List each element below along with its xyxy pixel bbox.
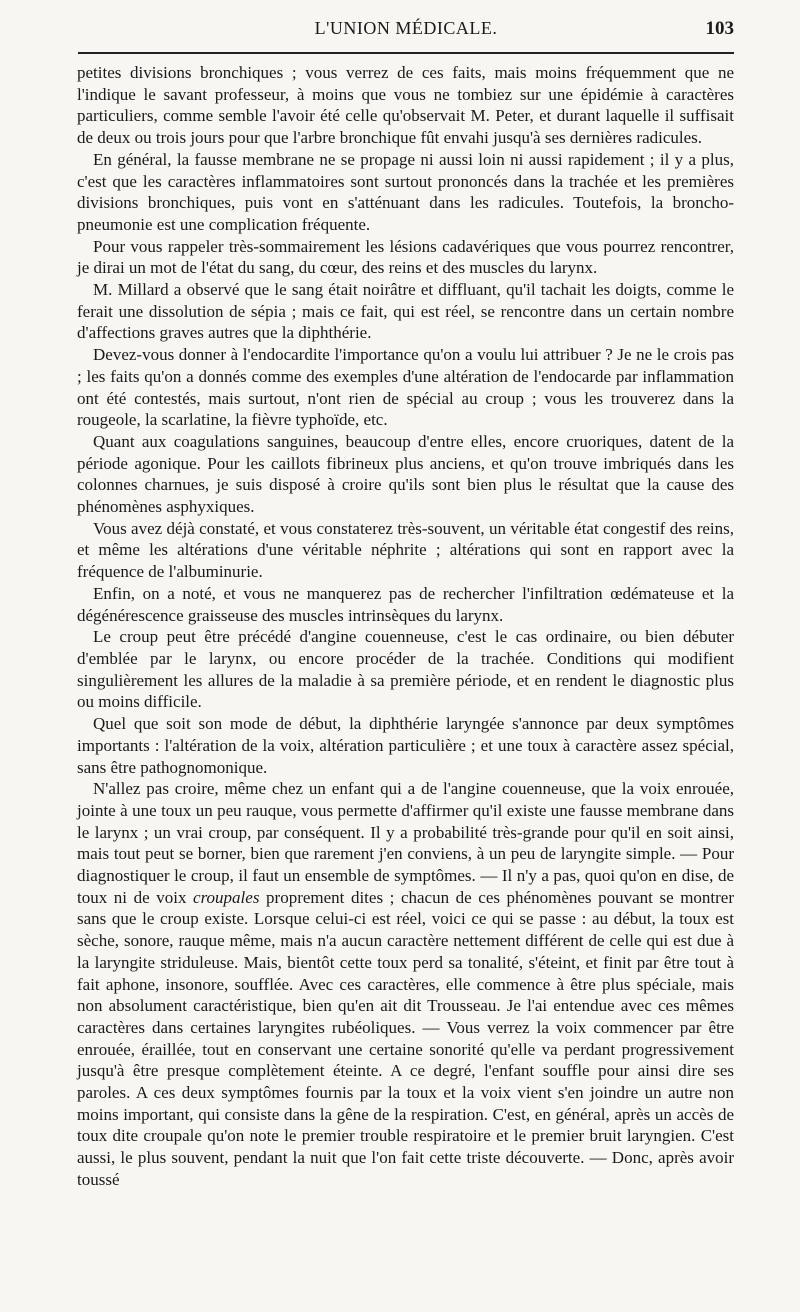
body-text: [77, 62, 734, 1191]
paragraph-11-part-1: N'allez pas croire, même chez un enfant qui a de l'angine couenneuse, que la voix enrouée, jointe à une toux un peu rauque, vous permette d'affirmer qu'il existe une fausse membrane dans le larynx ; un vrai croup, par conséquent. Il y a probabilité très-grande pour qu'il en soit ainsi, mais tout peut se borner, bien que rarement j'en conviens, à un peu de laryngite simple. — Pour diagnostiquer le croup, il faut un ensemble de symptômes. — Il n'y a pas, quoi qu'on en dise, de toux ni de voix: [77, 779, 734, 907]
italic-term: croupales: [193, 887, 260, 907]
paragraph-7: Vous avez déjà constaté, et vous constaterez très-souvent, un véritable état congestif des reins, et même les altérations d'une véritable néphrite ; altérations qui sont en rapport avec la fréquence de l'albuminurie.: [77, 518, 734, 582]
header-rule: [78, 52, 734, 54]
paragraph-10: Quel que soit son mode de début, la diphthérie laryngée s'annonce par deux symptômes importants : l'altération de la voix, altération particulière ; et une toux à caractère assez spécial, sans être pathognomonique.: [77, 714, 734, 777]
paragraph-3: Pour vous rappeler très-sommairement les lésions cadavériques que vous pourrez rencontrer, je dirai un mot de l'état du sang, du cœur, des reins et des muscles du larynx.: [77, 236, 734, 278]
paragraph-11: [77, 778, 734, 1190]
paragraph-5: Devez-vous donner à l'endocardite l'importance qu'on a voulu lui attribuer ? Je ne le crois pas ; les faits qu'on a donnés comme des exemples d'une altération de l'endocarde par inflammation ont été contestés, mais surtout, n'ont rien de spécial au croup ; vous les trouverez dans la rougeole, la scarlatine, la fièvre typhoïde, etc.: [77, 345, 734, 430]
page-header: [78, 18, 734, 48]
paragraph-6: Quant aux coagulations sanguines, beaucoup d'entre elles, encore cruoriques, datent de la période agonique. Pour les caillots fibrineux plus anciens, et qu'on trouve imbriqués dans les colonnes charnues, je suis disposé à croire qu'ils sont bien plus le résultat que la cause des phénomènes asphyxiques.: [77, 431, 734, 517]
paragraph-4: M. Millard a observé que le sang était noirâtre et diffluant, qu'il tachait les doigts, comme le ferait une dissolution de sépia ; mais ce fait, qui est réel, se rencontre dans un certain nombre d'affections graves autres que la diphthérie.: [77, 280, 734, 343]
running-title: L'UNION MÉDICALE.: [314, 18, 498, 38]
paragraph-11-part-2: proprement dites ; chacun de ces phénomènes pouvant se montrer sans que le croup existe. Lorsque celui-ci est réel, voici ce qui se passe : au début, la toux est sèche, sonore, rauque même, mais n'a aucun caractère nettement différent de celle qui est due à la laryngite striduleuse. Mais, bientôt cette toux perd sa tonalité, s'éteint, et finit par être tout à fait aphone, insonore, soufflée. Avec ces caractères, elle commence à être plus spéciale, mais non absolument caractéristique, bien qu'en ait dit Trousseau. Je l'ai entendue avec ces mêmes caractères dans certaines laryngites rubéoliques. — Vous verrez la voix commencer par être enrouée, éraillée, tout en conservant une certaine sonorité qu'elle va perdant progressivement jusqu'à être presque complètement éteinte. A ce degré, l'enfant souffle pour ainsi dire ses paroles. A ces deux symptômes fournis par la toux et la voix vient s'en joindre un autre non moins important, qui consiste dans la gêne de la respiration. C'est, en général, après un accès de toux dite croupale qu'on note le premier trouble respiratoire et le premier bruit laryngien. C'est aussi, le plus souvent, pendant la nuit que l'on fait cette triste découverte. — Donc, après avoir toussé: [77, 887, 735, 1189]
page-number: 103: [705, 18, 734, 39]
paragraph-2: En général, la fausse membrane ne se propage ni aussi loin ni aussi rapidement ; il y a plus, c'est que les caractères inflammatoires sont surtout prononcés dans la trachée et les premières divisions bronchiques, puis vont en s'atténuant dans les radicules. Toutefois, la broncho-pneumonie est une complication fréquente.: [77, 149, 734, 234]
paragraph-9: Le croup peut être précédé d'angine couenneuse, c'est le cas ordinaire, ou bien débuter d'emblée par le larynx, ou encore procéder de la trachée. Conditions qui modifient singulièrement les allures de la maladie à sa première période, et en rendent le diagnostic plus ou moins difficile.: [77, 627, 734, 712]
paragraph-8: Enfin, on a noté, et vous ne manquerez pas de rechercher l'infiltration œdémateuse et la dégénérescence graisseuse des muscles intrinsèques du larynx.: [77, 583, 734, 625]
paragraph-1: petites divisions bronchiques ; vous verrez de ces faits, mais moins fréquemment que ne l'indique le savant professeur, à moins que vous ne tombiez sur une épidémie à caractères particuliers, comme semble l'avoir été celle qu'observait M. Peter, et durant laquelle il suffisait de deux ou trois jours pour que l'arbre bronchique fût envahi jusqu'à ses dernières radicules.: [77, 63, 734, 148]
